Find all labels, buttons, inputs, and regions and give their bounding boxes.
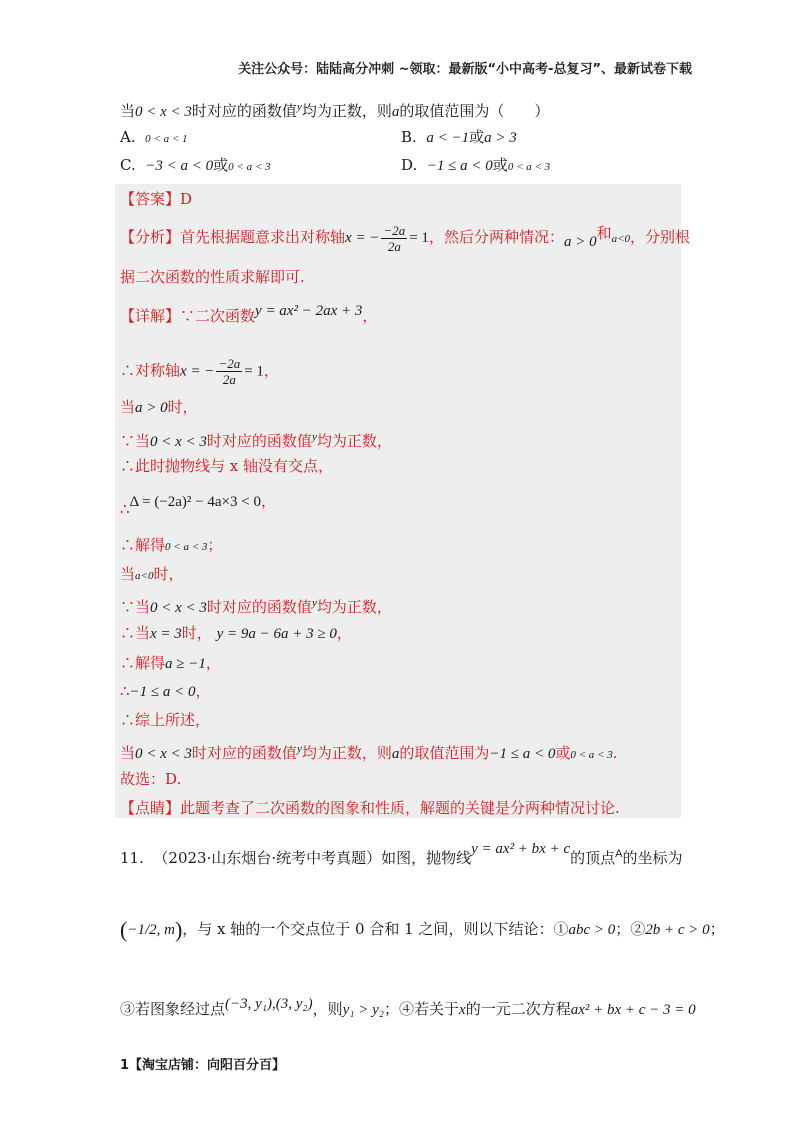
text: 的坐标为: [622, 849, 683, 867]
option-text: a < −1: [426, 130, 470, 146]
text: 或: [555, 744, 571, 762]
option-label: D.: [401, 156, 418, 174]
text: 故选：D.: [120, 770, 182, 788]
answer-line: [120, 188, 192, 210]
no-intersect-line: [120, 455, 333, 477]
option-or: 或: [213, 156, 229, 174]
choose-line: [120, 768, 181, 790]
text: ③若图象经过点: [120, 1000, 226, 1018]
text: ；④若关于: [384, 1000, 460, 1018]
analysis-axis: x = −: [345, 230, 380, 246]
text: ∴: [120, 500, 130, 518]
since-1-line: [120, 426, 392, 453]
text: ，则: [312, 1000, 343, 1018]
question-11-line-3: [120, 993, 696, 1021]
equation: ax² + bx + c − 3 = 0: [570, 1002, 696, 1018]
text: ，: [260, 492, 276, 510]
analysis-and: 和: [596, 224, 612, 242]
option-label: B.: [401, 128, 417, 146]
text: 时对应的函数值: [206, 432, 312, 450]
option-b: [401, 126, 517, 149]
axis-text: ∴对称轴: [120, 361, 181, 380]
text: 时，: [153, 565, 184, 583]
delta-expr: Δ = (−2a)² − 4a×3 < 0: [129, 494, 261, 510]
question-10-stem: [120, 96, 549, 123]
function: y = ax² + bx + c: [471, 841, 571, 857]
fraction-numerator: −2a: [218, 356, 241, 371]
text: ∵当: [120, 432, 151, 450]
delta-line: [120, 490, 276, 520]
page-number: 1: [120, 1058, 130, 1073]
option-text: −3 < a < 0: [145, 158, 214, 174]
text: ∴综上所述，: [120, 711, 211, 729]
analysis-line-1: [120, 222, 690, 254]
page-header: 关注公众号：陆陆高分冲刺 ~领取：最新版“小中高考-总复习”、最新试卷下载: [238, 62, 692, 77]
analysis-tag: 【分析】: [120, 228, 181, 246]
option-a: [120, 126, 188, 150]
solve-1-line: [120, 534, 222, 558]
fraction-numerator: −2a: [383, 222, 406, 238]
option-d: [401, 154, 550, 178]
summary-line: [120, 709, 210, 731]
solve-expr: 0 < a < 3: [165, 541, 208, 553]
var-y: y: [311, 597, 317, 609]
detail-text: ，: [362, 307, 378, 325]
stem-a: a: [391, 104, 400, 120]
solve-2-line: [120, 652, 221, 675]
text: 时对应的函数值: [191, 744, 297, 762]
text: ，: [205, 654, 221, 672]
var-y: y: [296, 743, 302, 755]
text: .: [612, 744, 618, 762]
analysis-text: 首先根据题意求出对称轴: [180, 228, 346, 246]
text: ∴此时抛物线与 x 轴没有交点，: [120, 457, 333, 475]
text: 的顶点: [570, 849, 616, 867]
analysis-line-2: [120, 266, 305, 288]
question-11-line-2: [120, 918, 725, 941]
page-footer: [120, 1054, 285, 1073]
vertex: A: [615, 848, 623, 860]
text: 时对应的函数值: [206, 598, 312, 616]
axis-value: = 1: [244, 363, 264, 380]
text: ；: [709, 920, 725, 938]
option-label: A.: [120, 128, 136, 146]
fraction-denominator: 2a: [222, 372, 236, 387]
text: ，: [336, 624, 352, 642]
solve-expr: a ≥ −1: [165, 656, 206, 672]
answer-tag: 【答案】: [120, 190, 181, 208]
question-number: 11.: [120, 849, 144, 867]
final-line: [120, 738, 618, 766]
coord-paren: ): [174, 917, 183, 942]
detail-line-1: [120, 300, 377, 327]
text: ∴解得: [120, 654, 166, 672]
range-2-line: [120, 680, 211, 703]
case-1-line: [120, 396, 198, 419]
text: ∴: [120, 682, 130, 700]
range-1: −1 ≤ a < 0: [489, 746, 556, 762]
option-text-2: 0 < a < 3: [228, 161, 271, 173]
text: ∴解得: [120, 536, 166, 554]
range-2: 0 < a < 3: [570, 749, 613, 761]
axis-fraction: [216, 356, 242, 387]
fraction-denominator: 2a: [387, 238, 401, 254]
text: 均为正数，则: [301, 744, 392, 762]
conclusion-1: abc > 0: [568, 922, 616, 938]
analysis-case-2: a<0: [611, 233, 631, 245]
option-text-2: a > 3: [484, 130, 517, 146]
text: ；: [207, 536, 223, 554]
text: ，: [195, 682, 211, 700]
stem-condition: 0 < x < 3: [135, 104, 192, 120]
stem-text: 当: [120, 102, 136, 120]
text: 的取值范围为: [399, 744, 490, 762]
detail-tag: 【详解】: [120, 307, 181, 325]
option-or: 或: [469, 128, 485, 146]
condition: a<0: [135, 570, 154, 582]
axis-line: [120, 356, 279, 387]
condition: 0 < x < 3: [135, 746, 192, 762]
text: ∵当: [120, 598, 151, 616]
condition: x = 3: [150, 626, 182, 642]
conclusion-3: y₁ > y₂: [342, 1002, 385, 1018]
points: (−3, y₁),(3, y₂): [225, 996, 313, 1012]
question-11-line-1: [120, 838, 683, 869]
text: ；②: [615, 920, 646, 938]
expr: y = 9a − 6a + 3 ≥ 0: [216, 626, 337, 642]
text: 均为正数，: [316, 598, 392, 616]
text: 当: [120, 744, 136, 762]
text: 当: [120, 565, 136, 583]
var-x: x: [459, 1002, 466, 1018]
condition: a > 0: [135, 400, 168, 416]
stem-y: y: [296, 101, 302, 113]
range-expr: −1 ≤ a < 0: [129, 684, 196, 700]
var-a: a: [391, 746, 400, 762]
text: ，与 x 轴的一个交点位于 0 合和 1 之间，则以下结论：①: [182, 920, 569, 938]
since-2-line: [120, 592, 392, 619]
stem-text: 均为正数，则: [301, 102, 392, 120]
stem-text: 时对应的函数值: [191, 102, 297, 120]
condition: 0 < x < 3: [150, 600, 207, 616]
axis-expr: x = −: [180, 363, 215, 380]
option-text-2: 0 < a < 3: [507, 161, 551, 173]
var-y: y: [311, 431, 317, 443]
text: ∴当: [120, 624, 151, 642]
text: 的一元二次方程: [465, 1000, 571, 1018]
text: （2023·山东烟台·统考中考真题）如图，抛物线: [153, 849, 472, 867]
text: 当: [120, 398, 136, 416]
detail-text: ∵二次函数: [180, 307, 256, 325]
vertex-coordinate: −1/2, m: [127, 922, 175, 938]
option-c: [120, 154, 271, 178]
condition: 0 < x < 3: [150, 434, 207, 450]
comment-text: 此题考查了二次函数的图象和性质，解题的关键是分两种情况讨论.: [180, 799, 620, 817]
analysis-axis-value: = 1: [409, 230, 429, 246]
option-label: C.: [120, 156, 136, 174]
answer-value: D: [180, 190, 193, 208]
analysis-fraction: [381, 223, 407, 254]
analysis-text: ，然后分两种情况：: [428, 228, 564, 246]
text: 均为正数，: [316, 432, 392, 450]
analysis-text: 据二次函数的性质求解即可.: [120, 268, 305, 286]
stem-text: 的取值范围为（ ）: [399, 102, 550, 120]
option-or: 或: [492, 156, 508, 174]
analysis-case-1: a > 0: [563, 234, 597, 250]
option-text: −1 ≤ a < 0: [426, 158, 493, 174]
comment-tag: 【点睛】: [120, 799, 181, 817]
text: 时，: [167, 398, 198, 416]
detail-function: y = ax² − 2ax + 3: [255, 303, 363, 319]
case-2-line: [120, 563, 183, 587]
x3-line: [120, 622, 352, 645]
analysis-text: ，分别根: [630, 228, 691, 246]
coord-paren: (: [120, 917, 128, 942]
axis-text: ，: [263, 361, 279, 380]
comment-line: [120, 797, 620, 819]
shop-label: 【淘宝店铺：向阳百分百】: [129, 1058, 286, 1073]
option-text: 0 < a < 1: [145, 133, 188, 145]
text: 时，: [181, 624, 212, 642]
conclusion-2: 2b + c > 0: [645, 922, 710, 938]
